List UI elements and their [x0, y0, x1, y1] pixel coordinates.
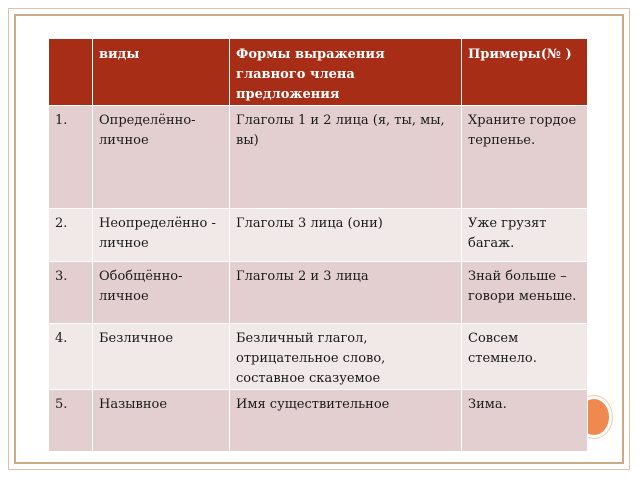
row-example: Храните гордое терпенье.	[462, 106, 588, 209]
header-example: Примеры(№ )	[462, 39, 588, 106]
row-type: Обобщённо-личное	[93, 262, 230, 324]
table-row	[49, 390, 588, 452]
row-type: Неопределённо - личное	[93, 209, 230, 262]
row-form: Глаголы 1 и 2 лица (я, ты, мы, вы)	[230, 106, 462, 209]
table-row	[49, 262, 588, 324]
table-row	[49, 106, 588, 209]
sentence-types-table	[48, 38, 588, 452]
row-form: Глаголы 2 и 3 лица	[230, 262, 462, 324]
row-example: Зима.	[462, 390, 588, 452]
row-number: 5.	[49, 390, 93, 452]
row-number: 4.	[49, 324, 93, 390]
row-number: 2.	[49, 209, 93, 262]
row-example: Знай больше –говори меньше.	[462, 262, 588, 324]
row-form: Безличный глагол, отрицательное слово, составное сказуемое	[230, 324, 462, 390]
table-header-row	[49, 39, 588, 106]
row-type: Определённо-личное	[93, 106, 230, 209]
row-form: Имя существительное	[230, 390, 462, 452]
row-number: 1.	[49, 106, 93, 209]
row-number: 3.	[49, 262, 93, 324]
row-type: Назывное	[93, 390, 230, 452]
row-example: Уже грузят багаж.	[462, 209, 588, 262]
row-example: Совсем стемнело.	[462, 324, 588, 390]
table-row	[49, 209, 588, 262]
table-row	[49, 324, 588, 390]
row-form: Глаголы 3 лица (они)	[230, 209, 462, 262]
row-type: Безличное	[93, 324, 230, 390]
header-type: виды	[93, 39, 230, 106]
header-number	[49, 39, 93, 106]
header-form: Формы выражения главного члена предложения	[230, 39, 462, 106]
